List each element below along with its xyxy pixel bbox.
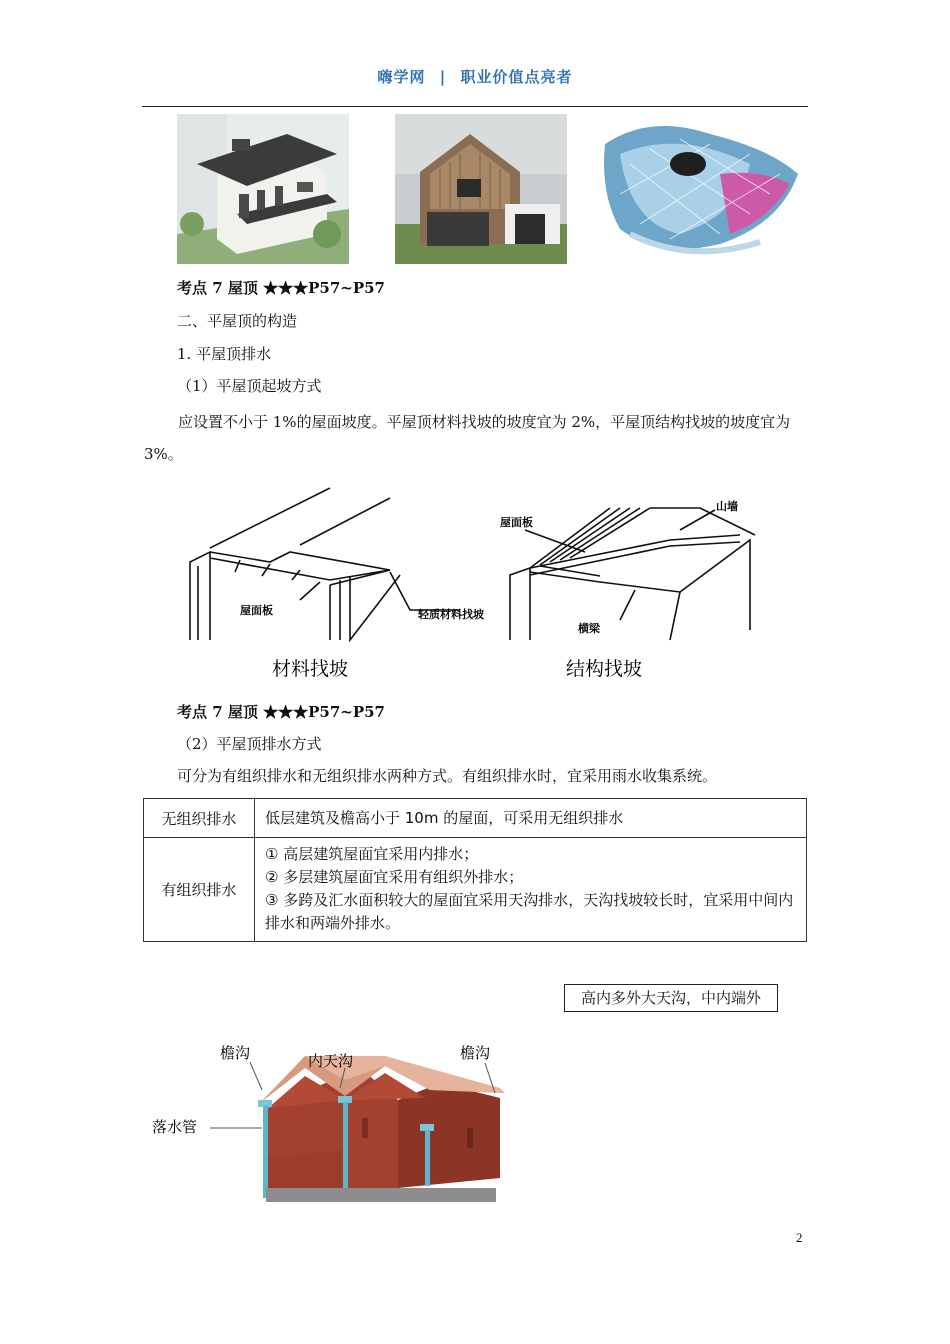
label-eave-gutter-left: 檐沟 xyxy=(220,1044,251,1062)
item-heading: 1. 平屋顶排水 xyxy=(177,345,272,363)
label-eave-gutter-right: 檐沟 xyxy=(460,1044,491,1062)
gable-house-photo xyxy=(395,114,567,264)
page-header xyxy=(0,66,950,87)
label-board-right: 屋面板 xyxy=(500,516,533,529)
header-separator: | xyxy=(439,68,447,86)
table-row xyxy=(144,799,807,838)
row-line: ② 多层建筑屋面宜采用有组织外排水； xyxy=(265,868,524,886)
label-beam: 横梁 xyxy=(578,622,600,635)
label-light-slope: 轻质材料找坡 xyxy=(418,608,484,621)
slope-paragraph: 应设置不小于 1%的屋面坡度。平屋顶材料找坡的坡度宜为 2%，平屋顶结构找坡的坡度宜为 3%。 xyxy=(144,413,791,463)
caption-structural-slope: 结构找坡 xyxy=(566,658,643,680)
row-key: 无组织排水 xyxy=(144,799,255,838)
site-slogan: 职业价值点亮者 xyxy=(460,68,573,86)
table-row xyxy=(144,838,807,942)
label-board-left: 屋面板 xyxy=(240,604,273,617)
caption-material-slope: 材料找坡 xyxy=(272,658,349,680)
slope-diagram xyxy=(180,480,780,685)
subitem-heading: （1）平屋顶起坡方式 xyxy=(177,377,322,395)
row-line: 低层建筑及檐高小于 10m 的屋面，可采用无组织排水 xyxy=(265,808,624,827)
header-rule xyxy=(142,106,808,107)
structural-slope-drawing xyxy=(510,508,755,640)
label-inner-gutter: 内天沟 xyxy=(308,1052,354,1070)
label-gable-wall: 山墙 xyxy=(716,500,738,513)
subitem-heading-2: （2）平屋顶排水方式 xyxy=(177,735,322,753)
section-heading: 考点 7 屋顶 ★★★P57~P57 xyxy=(177,279,385,297)
site-name[interactable]: 嗨学网 xyxy=(377,68,426,86)
page-number: 2 xyxy=(796,1230,803,1245)
drainage-table xyxy=(143,798,807,942)
row-value xyxy=(255,799,807,838)
subheading: 二、平屋顶的构造 xyxy=(177,312,298,330)
flat-roof-villa-photo xyxy=(177,114,349,264)
row-line: ③ 多跨及汇水面积较大的屋面宜采用天沟排水，天沟找坡较长时，宜采用中间内排水和两端外排水。 xyxy=(265,891,794,932)
drainage-paragraph: 可分为有组织排水和无组织排水两种方式。有组织排水时，宜采用雨水收集系统。 xyxy=(177,767,718,785)
curved-roof-render xyxy=(600,114,800,264)
row-value xyxy=(255,838,807,942)
gutter-diagram xyxy=(140,1038,520,1203)
mnemonic-box: 高内多外大天沟，中内端外 xyxy=(564,984,778,1012)
row-key: 有组织排水 xyxy=(144,838,255,942)
row-line: ① 高层建筑屋面宜采用内排水； xyxy=(265,845,479,863)
section-heading-2: 考点 7 屋顶 ★★★P57~P57 xyxy=(177,703,385,721)
label-downpipe: 落水管 xyxy=(152,1118,198,1136)
